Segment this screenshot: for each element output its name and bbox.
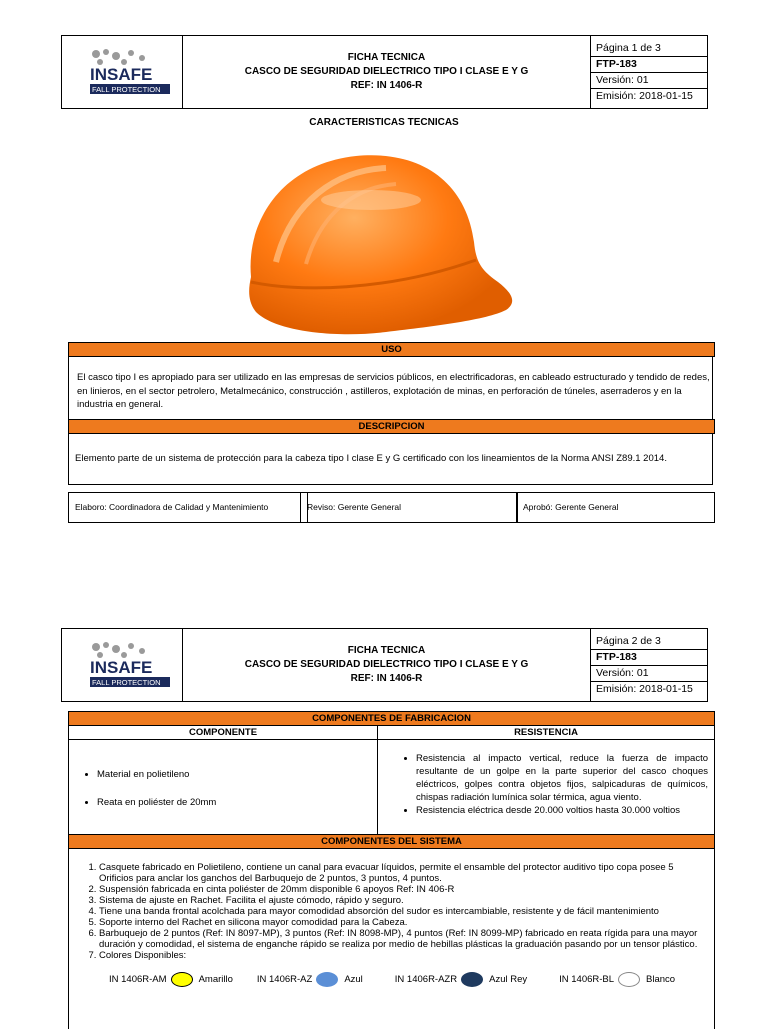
color-name-az: Azul [344,973,363,985]
doc-emission: Emisión: 2018-01-15 [596,89,693,102]
color-ref-az: IN 1406R-AZ [256,973,313,985]
helmet-image [236,142,526,340]
color-name-bl: Blanco [646,973,676,985]
list-item: • Resistencia al impacto vertical, reduce la fuerza de impacto resultante de un golpe en la parte superior del casco choques eléctricos, golpes contra objetos fijos, salpicaduras de químicos, chispas radiación lumínica solar térmica, agua viento. [416,752,708,804]
list-item: 3. Sistema de ajuste en Rachet. Facilita el ajuste cómodo, rápido y seguro. [99,895,706,906]
doc-emission: Emisión: 2018-01-15 [596,682,693,695]
logo-cell [62,629,183,702]
doc-version: Versión: 01 [591,666,707,682]
uso-box [68,356,713,420]
sig-elaboro: Elaboro: Coordinadora de Calidad y Mantenimiento [68,492,308,523]
componentes-cell [68,739,378,835]
insafe-logo [76,637,172,695]
color-swatch-bl [618,972,640,987]
descripcion-box [68,433,713,485]
list-item: 2. Suspensión fabricada en cinta poliéster de 20mm disponible 6 apoyos Ref: IN 406-R [99,884,706,895]
svg-text:FALL PROTECTION: FALL PROTECTION [92,85,161,94]
title-cell [183,36,591,109]
color-name-am: Amarillo [198,973,233,985]
doc-version: Versión: 01 [591,73,707,89]
list-item: • Material en polietileno [97,768,377,782]
color-ref-azr: IN 1406R-AZR [394,973,458,985]
insafe-logo [76,44,172,102]
page2-header [61,628,708,702]
list-item: 7. Colores Disponibles: [99,950,706,961]
meta-cell [591,36,708,109]
uso-bar: USO [68,342,715,357]
descripcion-bar: DESCRIPCION [68,419,715,434]
logo-cell [62,36,183,109]
color-ref-am: IN 1406R-AM [109,973,167,985]
page-number: Página 1 de 3 [591,41,707,57]
sistema-list [69,862,714,961]
svg-text:FALL PROTECTION: FALL PROTECTION [92,678,161,687]
sig-aprobo: Aprobó: Gerente General [516,492,715,523]
color-ref-bl: IN 1406R-BL [559,973,615,985]
meta-cell [591,629,708,702]
resistencia-cell [377,739,715,835]
doc-ref: REF: IN 1406-R [350,673,423,684]
svg-text:INSAFE: INSAFE [90,65,153,84]
section-title: CARACTERISTICAS TECNICAS [309,117,459,128]
sistema-box [68,848,715,1029]
color-name-azr: Azul Rey [489,973,528,985]
doc-title: FICHA TECNICA [347,52,426,63]
sistema-bar: COMPONENTES DEL SISTEMA [68,834,715,849]
componentes-list [69,768,377,809]
sig-reviso: Reviso: Gerente General [300,492,518,523]
list-item: 5. Soporte interno del Rachet en silicona mayor comodidad para la Cabeza. [99,917,706,928]
doc-code: FTP-183 [591,57,707,73]
doc-ref: REF: IN 1406-R [350,80,423,91]
list-item: • Resistencia eléctrica desde 20.000 voltios hasta 30.000 voltios [416,804,708,817]
list-item: • Reata en poliéster de 20mm [97,796,377,810]
page-number: Página 2 de 3 [591,634,707,650]
doc-code: FTP-183 [591,650,707,666]
descripcion-text: Elemento parte de un sistema de protección para la cabeza tipo I clase E y G certificado con los lineamientos de la Norma ANSI Z89.1 2014. [75,453,667,464]
componentes-bar: COMPONENTES DE FABRICACION [68,711,715,726]
colors-row [69,972,714,987]
resistencia-list [378,752,714,817]
doc-subtitle: CASCO DE SEGURIDAD DIELECTRICO TIPO I CLASE E Y G [244,66,529,77]
col-header-resistencia: RESISTENCIA [377,725,715,740]
color-swatch-am [171,972,193,987]
doc-subtitle: CASCO DE SEGURIDAD DIELECTRICO TIPO I CLASE E Y G [244,659,529,670]
color-swatch-az [316,972,338,987]
list-item: 1. Casquete fabricado en Polietileno, contiene un canal para evacuar líquidos, permite el ensamble del protector auditivo tipo copa posee 5 Orificios para anclar los ganchos del Barbuquejo de 2 puntos, 3 puntos, 4 puntos. [99,862,706,884]
list-item: 4. Tiene una banda frontal acolchada para mayor comodidad absorción del sudor es intercambiable, resistente y de fácil mantenimiento [99,906,706,917]
svg-text:INSAFE: INSAFE [90,658,153,677]
title-cell [183,629,591,702]
col-header-componente: COMPONENTE [68,725,378,740]
color-swatch-azr [461,972,483,987]
list-item: 6. Barbuquejo de 2 puntos (Ref: IN 8097-MP), 3 puntos (Ref: IN 8098-MP), 4 puntos (Ref: IN 8099-MP) fabricado en reata rígida para una mayor duración y comodidad, el sistema de enganche rápido se realiza por medio de hebillas plásticas la graduación pasando por un tensor plástico. [99,928,706,950]
uso-text: El casco tipo I es apropiado para ser utilizado en las empresas de servicios públicos, en electrificadoras, en cableado estructurado y tendido de redes, en linieros, en el sector petrolero, Metalmecánico, construcción , astilleros, explotación de minas, en perforación de túneles, aserraderos y en la industria en general. [77,372,710,410]
page1-header [61,35,708,109]
doc-title: FICHA TECNICA [347,645,426,656]
